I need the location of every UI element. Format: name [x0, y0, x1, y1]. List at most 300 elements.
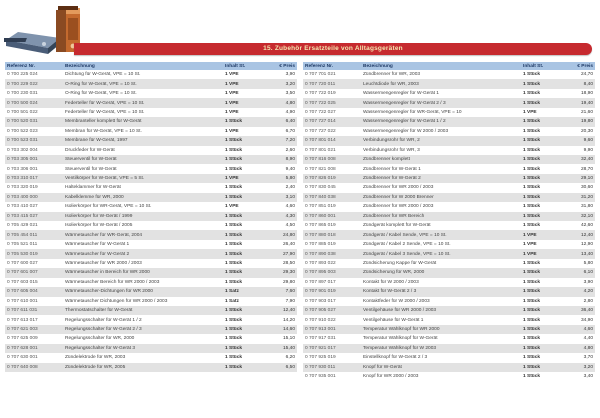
table-row [5, 325, 297, 334]
quantity-cell: 1 Stück [521, 79, 565, 88]
quantity-cell: 1 Stück [521, 221, 565, 230]
price-cell: 28,50 [267, 259, 297, 268]
description-cell: Zündgerät / Kabel 2 Sende, VPE = 10 St. [361, 240, 521, 249]
price-cell: 2,80 [565, 297, 595, 306]
table-row [5, 108, 297, 117]
description-cell: Federteller für W-Gerät, VPE = 10 St. [63, 108, 223, 117]
reference-cell: 0 707 630 001 [5, 353, 63, 362]
quantity-cell: 1 Stück [521, 174, 565, 183]
price-cell: 12,40 [565, 230, 595, 239]
description-cell: Zündbrenner komplett [361, 155, 521, 164]
column-header-quantity: Inhalt St. [223, 62, 267, 70]
table-row [303, 259, 595, 268]
quantity-cell: 1 VPE [521, 108, 565, 117]
quantity-cell: 1 VPE [521, 230, 565, 239]
description-cell: Ventilkörper für W-Gerät, VPE = 5 St. [63, 174, 223, 183]
quantity-cell: 1 Stück [521, 315, 565, 324]
description-cell: Temperatur Wählknopf für W-Gerät [361, 334, 521, 343]
price-cell: 28,70 [565, 164, 595, 173]
reference-cell: 0 707 605 004 [5, 287, 63, 296]
price-cell: 12,90 [565, 240, 595, 249]
price-cell: 19,80 [565, 117, 595, 126]
price-cell: 4,30 [267, 212, 297, 221]
quantity-cell: 1 Stück [521, 325, 565, 334]
reference-cell: 0 703 400 000 [5, 193, 63, 202]
section-title: 15. Zubehör Ersatzteile von Alltagsgeräten [263, 45, 403, 52]
table-row [303, 202, 595, 211]
reference-cell: 0 707 722 027 [303, 108, 361, 117]
table-row [5, 344, 297, 353]
table-row [303, 89, 595, 98]
reference-cell: 0 700 520 031 [5, 117, 63, 126]
price-cell: 15,40 [267, 344, 297, 353]
reference-cell: 0 707 600 027 [5, 259, 63, 268]
price-cell: 19,40 [565, 98, 595, 107]
quantity-cell: 1 Stück [223, 164, 267, 173]
description-cell: Dichtung für W-Gerät, VPE = 10 St. [63, 70, 223, 79]
description-cell: Membran für W-Gerät, VPE = 10 St. [63, 127, 223, 136]
price-cell: 29,30 [267, 268, 297, 277]
quantity-cell: 1 Stück [223, 117, 267, 126]
reference-cell: 0 707 865 019 [303, 221, 361, 230]
table-row [5, 221, 297, 230]
reference-cell: 0 707 840 038 [303, 193, 361, 202]
price-cell: 9,90 [565, 146, 595, 155]
reference-cell: 0 707 821 008 [303, 164, 361, 173]
reference-cell: 0 707 921 017 [303, 344, 361, 353]
price-cell: 13,40 [565, 249, 595, 258]
description-cell: Leuchtdiode für WR, 2003 [361, 79, 521, 88]
table-row [5, 278, 297, 287]
quantity-cell: 1 Stück [521, 164, 565, 173]
table-row [303, 334, 595, 343]
price-cell: 8,90 [267, 155, 297, 164]
reference-cell: 0 705 521 011 [5, 240, 63, 249]
table-row [303, 155, 595, 164]
description-cell: Knopf für WR 2000 / 2003 [361, 372, 521, 381]
table-row [303, 372, 595, 381]
table-row [303, 193, 595, 202]
table-row [5, 183, 297, 192]
reference-cell: 0 700 229 022 [5, 79, 63, 88]
reference-cell: 0 707 925 019 [303, 353, 361, 362]
table-row [5, 70, 297, 79]
quantity-cell: 1 Stück [223, 315, 267, 324]
table-row [5, 117, 297, 126]
quantity-cell: 1 Stück [223, 259, 267, 268]
quantity-cell: 1 Stück [223, 334, 267, 343]
table-row [5, 363, 297, 372]
section-banner [74, 43, 592, 55]
description-cell: Knopf für W-Gerät [361, 363, 521, 372]
table-row [5, 174, 297, 183]
price-cell: 4,60 [267, 202, 297, 211]
quantity-cell: 1 Stück [223, 325, 267, 334]
description-cell: Regelungsschalter für W-Gerät 1 / 2 [63, 315, 223, 324]
table-row [303, 174, 595, 183]
reference-cell: 0 703 310 017 [5, 174, 63, 183]
reference-cell: 0 707 640 008 [5, 363, 63, 372]
quantity-cell: 1 Stück [521, 98, 565, 107]
table-row [5, 146, 297, 155]
quantity-cell: 1 Stück [521, 259, 565, 268]
description-cell: Kontaktfeder für W 2000 / 2003 [361, 297, 521, 306]
reference-cell: 0 703 320 019 [5, 183, 63, 192]
quantity-cell: 1 Stück [521, 117, 565, 126]
reference-cell: 0 707 895 003 [303, 268, 361, 277]
price-cell: 42,60 [565, 221, 595, 230]
quantity-cell: 1 Stück [223, 155, 267, 164]
price-cell: 3,20 [565, 363, 595, 372]
reference-cell: 0 700 523 031 [5, 136, 63, 145]
quantity-cell: 1 VPE [223, 174, 267, 183]
table-row [5, 315, 297, 324]
price-cell: 18,90 [565, 89, 595, 98]
description-cell: Federteller für W-Gerät, VPE = 10 St. [63, 98, 223, 107]
description-cell: Wärmetauscher für W-Gerät 1 [63, 240, 223, 249]
table-row [5, 136, 297, 145]
table-row [5, 193, 297, 202]
price-cell: 7,60 [267, 287, 297, 296]
reference-cell: 0 707 885 019 [303, 240, 361, 249]
table-row [5, 259, 297, 268]
reference-cell: 0 700 230 031 [5, 89, 63, 98]
quantity-cell: 1 Stück [223, 249, 267, 258]
table-row [303, 117, 595, 126]
table-row [303, 98, 595, 107]
table-row [303, 183, 595, 192]
description-cell: Membranteller komplett für W-Gerät [63, 117, 223, 126]
table-row [5, 127, 297, 136]
table-row [303, 70, 595, 79]
quantity-cell: 1 Stück [521, 202, 565, 211]
quantity-cell: 1 Stück [521, 127, 565, 136]
parts-table-right [303, 62, 595, 381]
reference-cell: 0 707 801 021 [303, 146, 361, 155]
quantity-cell: 1 VPE [223, 108, 267, 117]
description-cell: Verbindungsrohr für WR, 3 [361, 146, 521, 155]
description-cell: Wärmetauscher-Dichtungen für WR 2000 [63, 287, 223, 296]
table-row [5, 268, 297, 277]
description-cell: Kontakt für W 2000 / 2003 [361, 278, 521, 287]
reference-cell: 0 700 500 024 [5, 98, 63, 107]
description-cell: Zündbrenner für W-Gerät 2 [361, 174, 521, 183]
reference-cell: 0 705 530 019 [5, 249, 63, 258]
quantity-cell: 1 Stück [223, 268, 267, 277]
description-cell: Wassermengenregler für W 2000 / 2003 [361, 127, 521, 136]
quantity-cell: 1 Stück [223, 193, 267, 202]
reference-cell: 0 703 306 001 [5, 164, 63, 173]
description-cell: Wassermengenregler für WR-Gerät, VPE = 10 [361, 108, 521, 117]
description-cell: Druckfeder für W-Gerät [63, 146, 223, 155]
table-row [5, 287, 297, 296]
table-row [303, 297, 595, 306]
price-cell: 6,40 [267, 117, 297, 126]
table-row [5, 297, 297, 306]
quantity-cell: 1 Stück [521, 136, 565, 145]
table-row [5, 89, 297, 98]
quantity-cell: 1 Stück [521, 183, 565, 192]
quantity-cell: 1 Stück [223, 363, 267, 372]
price-cell: 6,50 [267, 363, 297, 372]
table-row [303, 315, 595, 324]
quantity-cell: 1 VPE [223, 70, 267, 79]
description-cell: Wassermengenregler für W-Gerät 1 / 2 [361, 117, 521, 126]
description-cell: Zündbrenner für W 2000 Brenner [361, 193, 521, 202]
quantity-cell: 1 Stück [521, 146, 565, 155]
description-cell: Zündelektrode für WR, 2003 [63, 353, 223, 362]
price-cell: 4,20 [565, 287, 595, 296]
column-header-price: € Preis [565, 62, 595, 70]
price-cell: 31,20 [565, 193, 595, 202]
quantity-cell: 1 VPE [223, 98, 267, 107]
reference-cell: 0 707 890 038 [303, 249, 361, 258]
description-cell: Wassermengenregler für W-Gerät 1 [361, 89, 521, 98]
description-cell: Halteklammer für W-Gerät [63, 183, 223, 192]
price-cell: 29,80 [267, 278, 297, 287]
table-row [303, 136, 595, 145]
reference-cell: 0 707 935 001 [303, 372, 361, 381]
price-cell: 24,70 [565, 70, 595, 79]
table-row [303, 212, 595, 221]
price-cell: 3,20 [267, 79, 297, 88]
quantity-cell: 1 VPE [223, 89, 267, 98]
table-row [5, 334, 297, 343]
table-row [303, 278, 595, 287]
reference-cell: 0 707 816 008 [303, 155, 361, 164]
quantity-cell: 1 Stück [223, 146, 267, 155]
table-row [303, 306, 595, 315]
reference-cell: 0 707 628 001 [5, 344, 63, 353]
quantity-cell: 1 Stück [521, 268, 565, 277]
description-cell: Zündbrenner für WR Bereich [361, 212, 521, 221]
description-cell: Temperatur Wählknopf für W 2003 [361, 344, 521, 353]
reference-cell: 0 707 603 015 [5, 278, 63, 287]
description-cell: Steuerventil für W-Gerät [63, 164, 223, 173]
quantity-cell: 1 Stück [521, 353, 565, 362]
description-cell: Zündbrenner für W-Gerät 1 [361, 164, 521, 173]
table-header-row [303, 62, 595, 70]
price-cell: 20,30 [565, 127, 595, 136]
reference-cell: 0 707 893 022 [303, 259, 361, 268]
description-cell: Temperatur Wählknopf für WR 2000 [361, 325, 521, 334]
description-cell: Steuerventil für W-Gerät [63, 155, 223, 164]
quantity-cell: 1 VPE [223, 127, 267, 136]
reference-cell: 0 707 897 017 [303, 278, 361, 287]
quantity-cell: 1 Stück [521, 278, 565, 287]
price-cell: 14,60 [267, 325, 297, 334]
table-row [303, 230, 595, 239]
table-row [5, 306, 297, 315]
quantity-cell: 1 Stück [223, 240, 267, 249]
reference-cell: 0 707 727 014 [303, 117, 361, 126]
quantity-cell: 1 Stück [521, 363, 565, 372]
description-cell: O-Ring für W-Gerät, VPE = 10 St. [63, 89, 223, 98]
price-cell: 36,40 [565, 306, 595, 315]
reference-cell: 0 705 454 011 [5, 230, 63, 239]
table-row [303, 363, 595, 372]
table-row [303, 268, 595, 277]
table-header-row [5, 62, 297, 70]
table-row [303, 221, 595, 230]
table-row [303, 249, 595, 258]
price-cell: 3,50 [267, 89, 297, 98]
description-cell: Regelungsschalter für W-Gerät 2 / 3 [63, 325, 223, 334]
price-cell: 34,90 [565, 315, 595, 324]
table-row [5, 202, 297, 211]
reference-cell: 0 707 601 007 [5, 268, 63, 277]
quantity-cell: 1 Stück [521, 306, 565, 315]
description-cell: Wärmetauscher Dichtungen für WR 2000 / 2003 [63, 297, 223, 306]
quantity-cell: 1 VPE [223, 202, 267, 211]
quantity-cell: 1 Stück [223, 136, 267, 145]
price-cell: 26,40 [267, 240, 297, 249]
table-row [303, 240, 595, 249]
table-row [303, 108, 595, 117]
reference-cell: 0 707 930 011 [303, 363, 361, 372]
price-cell: 8,40 [565, 79, 595, 88]
quantity-cell: 1 Stück [223, 306, 267, 315]
reference-cell: 0 700 522 023 [5, 127, 63, 136]
quantity-cell: 1 Stück [223, 212, 267, 221]
price-cell: 3,40 [565, 372, 595, 381]
reference-cell: 0 703 410 027 [5, 202, 63, 211]
description-cell: Isolierkörper für W-Gerät / 1999 [63, 212, 223, 221]
reference-cell: 0 707 880 018 [303, 230, 361, 239]
reference-cell: 0 703 305 001 [5, 155, 63, 164]
reference-cell: 0 707 917 031 [303, 334, 361, 343]
reference-cell: 0 707 913 001 [303, 325, 361, 334]
reference-cell: 0 700 501 022 [5, 108, 63, 117]
price-cell: 2,60 [267, 146, 297, 155]
description-cell: Wärmetauscher für W-Gerät 2 [63, 249, 223, 258]
price-cell: 29,10 [565, 174, 595, 183]
reference-cell: 0 707 801 014 [303, 136, 361, 145]
description-cell: Zündbrenner für WR, 2003 [361, 70, 521, 79]
table-row [5, 155, 297, 164]
reference-cell: 0 707 722 019 [303, 89, 361, 98]
quantity-cell: 1 VPE [223, 79, 267, 88]
reference-cell: 0 707 625 009 [5, 334, 63, 343]
description-cell: O-Ring für W-Gerät, VPE = 10 St. [63, 79, 223, 88]
reference-cell: 0 707 830 045 [303, 183, 361, 192]
quantity-cell: 1 Stück [521, 287, 565, 296]
column-header-description: Bezeichnung [63, 62, 223, 70]
price-cell: 3,90 [267, 70, 297, 79]
price-cell: 4,80 [565, 344, 595, 353]
table-row [5, 353, 297, 362]
quantity-cell: 1 Satz [223, 297, 267, 306]
price-cell: 32,10 [565, 212, 595, 221]
description-cell: Wassermengenregler für W-Gerät 2 / 3 [361, 98, 521, 107]
price-cell: 4,40 [565, 334, 595, 343]
quantity-cell: 1 Stück [223, 230, 267, 239]
price-cell: 4,90 [267, 108, 297, 117]
description-cell: Zündelektrode für WR, 2005 [63, 363, 223, 372]
quantity-cell: 1 Stück [223, 353, 267, 362]
column-header-description: Bezeichnung [361, 62, 521, 70]
description-cell: Wärmetauscher in Bereich für WR 2000 [63, 268, 223, 277]
table-row [5, 164, 297, 173]
reference-cell: 0 707 851 019 [303, 202, 361, 211]
quantity-cell: 1 Stück [223, 278, 267, 287]
reference-cell: 0 707 722 025 [303, 98, 361, 107]
table-row [303, 325, 595, 334]
reference-cell: 0 707 701 021 [303, 70, 361, 79]
quantity-cell: 1 Stück [521, 344, 565, 353]
price-cell: 6,70 [267, 127, 297, 136]
quantity-cell: 1 Stück [521, 297, 565, 306]
price-cell: 3,70 [565, 353, 595, 362]
table-row [5, 98, 297, 107]
price-cell: 5,80 [267, 174, 297, 183]
price-cell: 4,50 [267, 221, 297, 230]
reference-cell: 0 707 901 019 [303, 287, 361, 296]
quantity-cell: 1 Stück [521, 212, 565, 221]
price-cell: 3,90 [565, 278, 595, 287]
column-header-price: € Preis [267, 62, 297, 70]
price-cell: 30,60 [565, 183, 595, 192]
description-cell: Regelungsschalter für W-Gerät 3 [63, 344, 223, 353]
reference-cell: 0 705 429 021 [5, 221, 63, 230]
reference-cell: 0 707 720 011 [303, 79, 361, 88]
description-cell: Isolierkörper für WR-Gerät, VPE = 10 St. [63, 202, 223, 211]
description-cell: Zündsicherung für WR, 2000 [361, 268, 521, 277]
reference-cell: 0 707 727 022 [303, 127, 361, 136]
quantity-cell: 1 Stück [521, 372, 565, 381]
column-header-reference: Referenz Nr. [303, 62, 361, 70]
reference-cell: 0 703 302 004 [5, 146, 63, 155]
price-cell: 21,60 [565, 108, 595, 117]
price-cell: 5,80 [565, 259, 595, 268]
price-cell: 6,10 [565, 268, 595, 277]
reference-cell: 0 707 621 003 [5, 325, 63, 334]
reference-cell: 0 707 826 019 [303, 174, 361, 183]
price-cell: 4,60 [565, 325, 595, 334]
reference-cell: 0 700 225 024 [5, 70, 63, 79]
price-cell: 9,60 [565, 136, 595, 145]
device-base [4, 32, 60, 54]
price-cell: 7,90 [267, 297, 297, 306]
description-cell: Membrane für W-Gerät, 1997 [63, 136, 223, 145]
description-cell: Zündgerät / Kabel 3 Sende, VPE = 10 St. [361, 249, 521, 258]
table-row [303, 353, 595, 362]
description-cell: Zündsicherung Kappe für W-Gerät [361, 259, 521, 268]
table-row [303, 287, 595, 296]
quantity-cell: 1 Stück [521, 155, 565, 164]
description-cell: Verbindungsrohr für WR, 2 [361, 136, 521, 145]
table-row [303, 127, 595, 136]
price-cell: 6,20 [267, 353, 297, 362]
description-cell: Ventilgehäuse für W-Gerät 1 [361, 315, 521, 324]
description-cell: Kontakt für W-Gerät 2 / 3 [361, 287, 521, 296]
reference-cell: 0 707 910 022 [303, 315, 361, 324]
quantity-cell: 1 Stück [223, 221, 267, 230]
description-cell: Isolierkörper für W-Gerät / 2005 [63, 221, 223, 230]
table-row [5, 249, 297, 258]
description-cell: Wärmetauscher für WR 2000 / 2003 [63, 259, 223, 268]
table-row [5, 79, 297, 88]
description-cell: Wärmetauscher für WR-Gerät, 2004 [63, 230, 223, 239]
quantity-cell: 1 Stück [223, 183, 267, 192]
table-row [303, 146, 595, 155]
description-cell: Thermostatschalter für W-Gerät [63, 306, 223, 315]
table-row [5, 212, 297, 221]
quantity-cell: 1 Satz [223, 287, 267, 296]
description-cell: Zündbrenner für WR 2000 / 2003 [361, 183, 521, 192]
description-cell: Zündbrenner für WR 2000 / 2003 [361, 202, 521, 211]
price-cell: 31,80 [565, 202, 595, 211]
